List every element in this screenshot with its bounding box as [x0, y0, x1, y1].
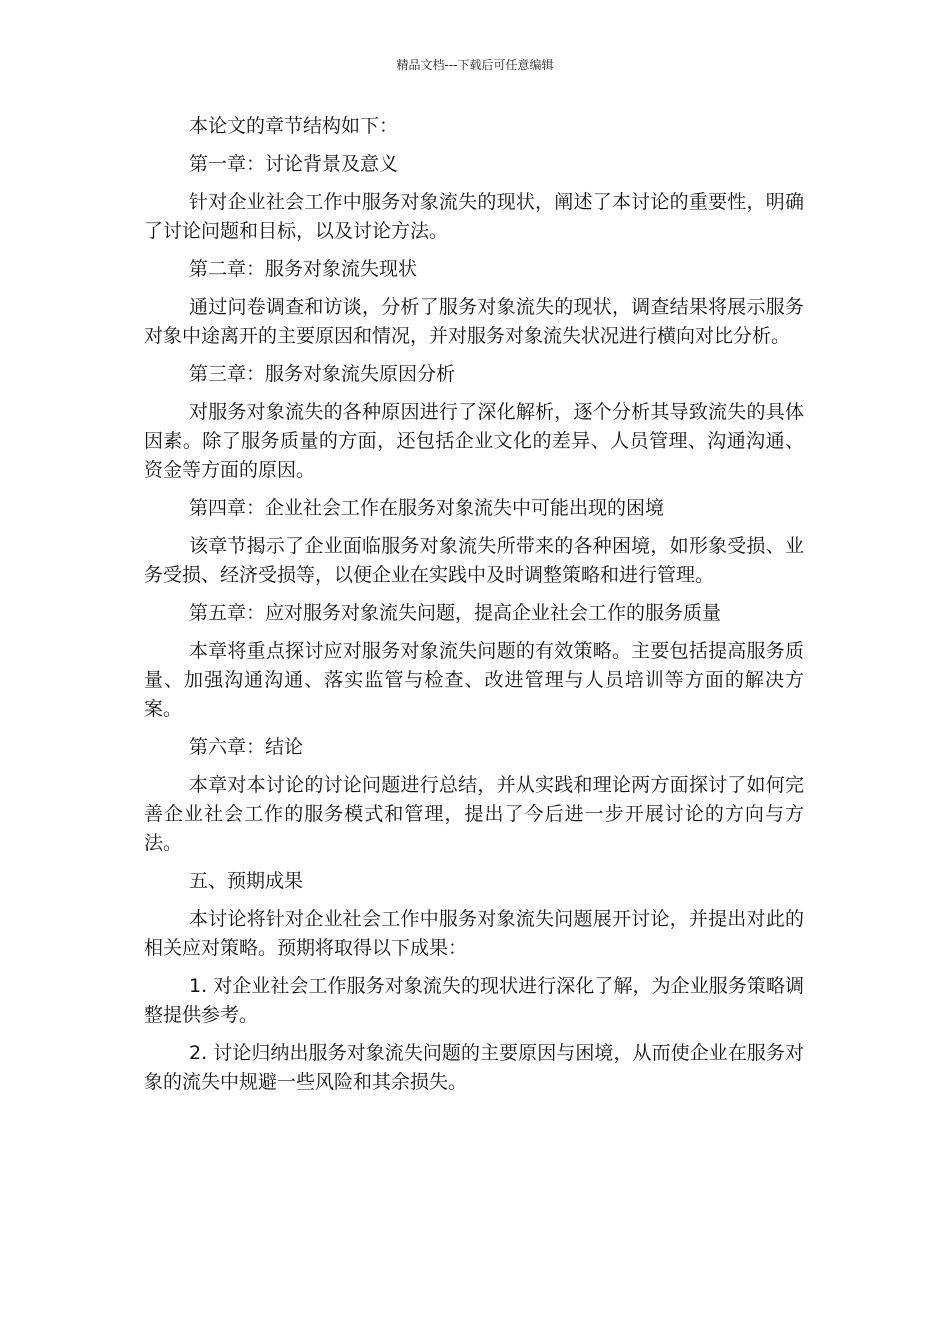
- page-header: 精品文档---下载后可任意编辑: [396, 58, 554, 72]
- section-5-heading: 五、预期成果: [189, 870, 304, 892]
- chapter-3-text: 对服务对象流失的各种原因进行了深化解析，逐个分析其导致流失的具体因素。除了服务质量的方面，还包括企业文化的差异、人员管理、沟通沟通、资金等方面的原因。: [144, 401, 804, 481]
- chapter-4-text: 该章节揭示了企业面临服务对象流失所带来的各种困境，如形象受损、业务受损、经济受损等，以便企业在实践中及时调整策略和进行管理。: [144, 535, 804, 586]
- document-body: [144, 112, 804, 1106]
- chapter-2-heading: 第二章：服务对象流失现状: [189, 258, 418, 280]
- chapter-1-heading: 第一章：讨论背景及意义: [189, 153, 399, 175]
- chapter-6-heading: 第六章：结论: [189, 736, 304, 758]
- chapter-5-text: 本章将重点探讨应对服务对象流失问题的有效策略。主要包括提高服务质量、加强沟通沟通、落实监管与检查、改进管理与人员培训等方面的解决方案。: [144, 640, 804, 720]
- chapter-5-heading: 第五章：应对服务对象流失问题，提高企业社会工作的服务质量: [189, 602, 722, 624]
- chapter-3-heading: 第三章：服务对象流失原因分析: [189, 363, 456, 385]
- paragraph-structure-intro: 本论文的章节结构如下：: [189, 115, 399, 137]
- chapter-6-text: 本章对本讨论的讨论问题进行总结，并从实践和理论两方面探讨了如何完善企业社会工作的服务模式和管理，提出了今后进一步开展讨论的方向与方法。: [144, 774, 804, 854]
- expected-result-item-2: 2. 讨论归纳出服务对象流失问题的主要原因与困境，从而使企业在服务对象的流失中规避一些风险和其余损失。: [144, 1042, 804, 1093]
- expected-result-item-1: 1. 对企业社会工作服务对象流失的现状进行深化了解，为企业服务策略调整提供参考。: [144, 975, 804, 1026]
- chapter-4-heading: 第四章：企业社会工作在服务对象流失中可能出现的困境: [189, 497, 665, 519]
- chapter-1-text: 针对企业社会工作中服务对象流失的现状，阐述了本讨论的重要性，明确了讨论问题和目标，以及讨论方法。: [144, 191, 804, 242]
- chapter-2-text: 通过问卷调查和访谈，分析了服务对象流失的现状，调查结果将展示服务对象中途离开的主要原因和情况，并对服务对象流失状况进行横向对比分析。: [144, 296, 804, 347]
- expected-results-intro: 本讨论将针对企业社会工作中服务对象流失问题展开讨论，并提出对此的相关应对策略。预期将取得以下成果：: [144, 908, 804, 959]
